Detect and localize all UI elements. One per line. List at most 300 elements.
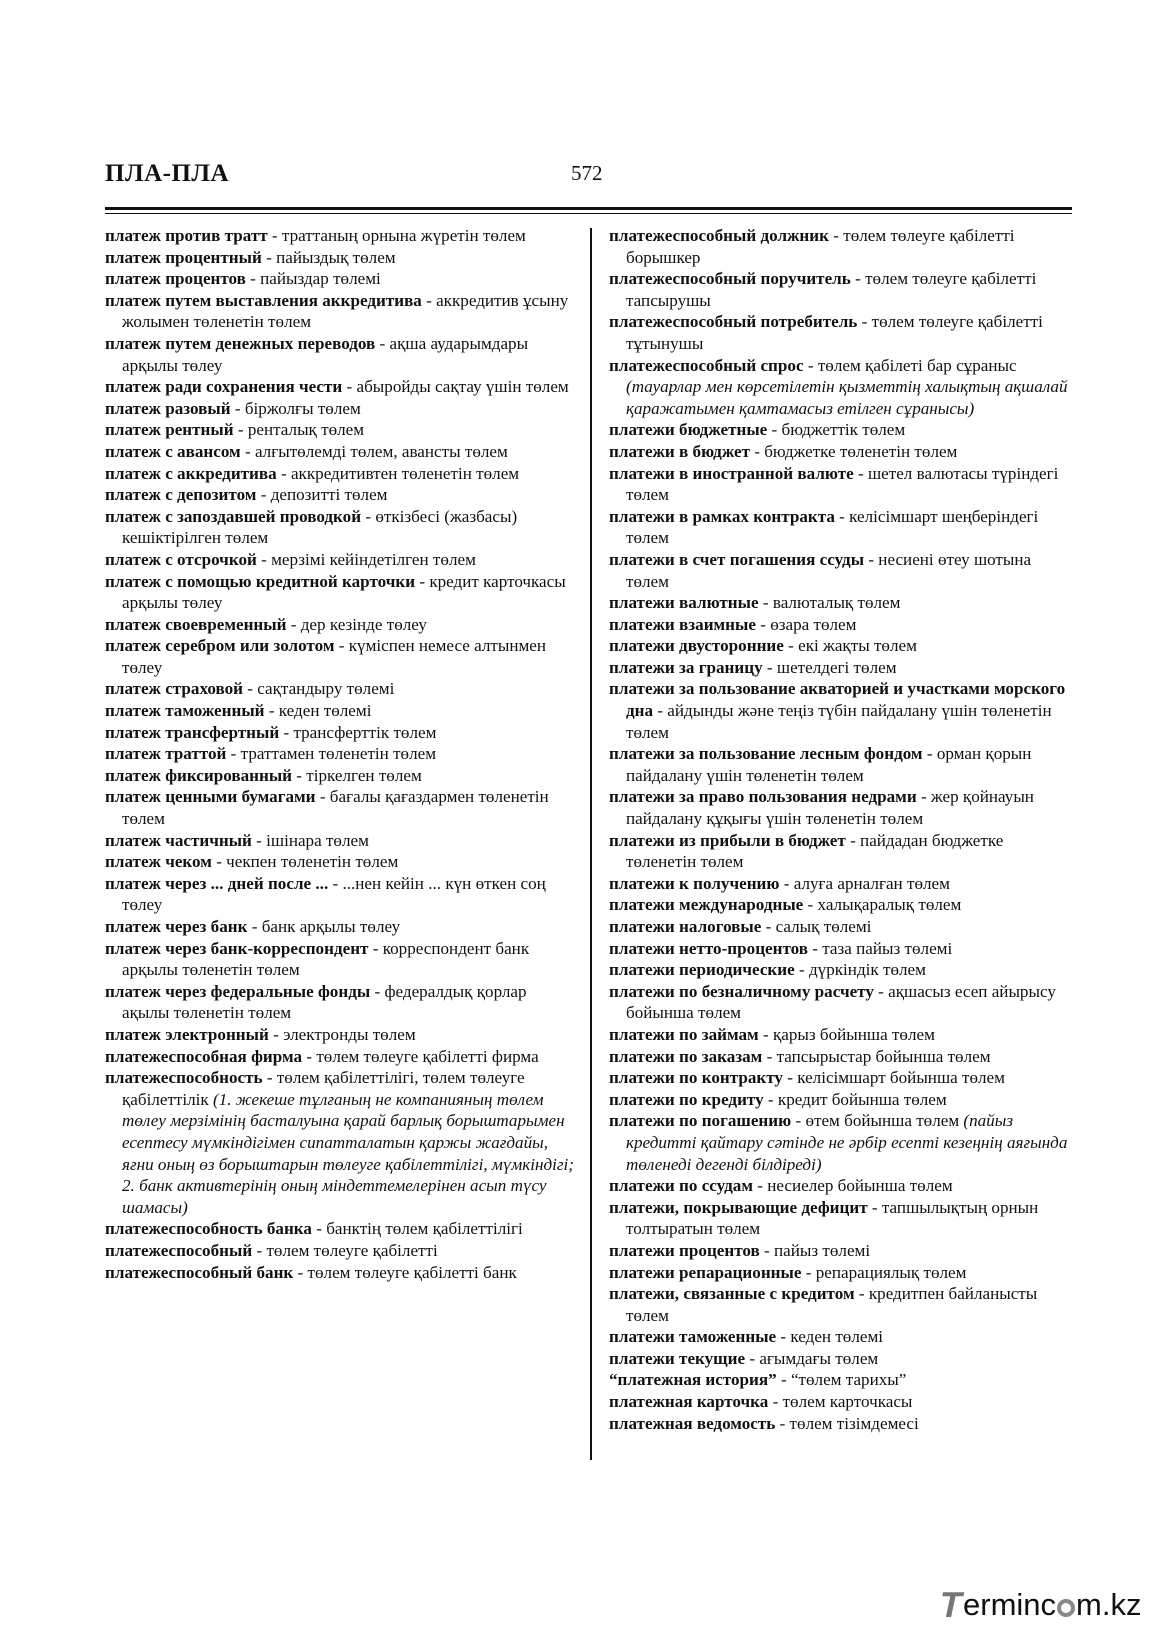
entry-definition: төлем төлеуге қабілетті борышкер (626, 226, 1015, 267)
entry-term: платеж процентный (105, 247, 262, 267)
dictionary-entry (609, 268, 1077, 311)
entry-definition: таза пайыз төлемі (822, 938, 953, 958)
entry-definition: тапшылықтың орнын толтыратын төлем (626, 1197, 1039, 1239)
entry-term: платежеспособный должник (609, 226, 829, 245)
entry-term: платеж процентов (105, 269, 246, 289)
entry-definition: траттаның орнына жүретін төлем (281, 226, 526, 245)
dictionary-entry (609, 1046, 1077, 1068)
entry-separator: - (801, 1262, 816, 1282)
entry-term: платеж таможенный (105, 701, 265, 721)
entry-definition: ренталық төлем (247, 420, 365, 440)
entry-term: платежи валютные (609, 593, 759, 613)
dictionary-entry (609, 916, 1077, 938)
dictionary-entry (609, 506, 1077, 549)
entry-separator: - (749, 441, 765, 461)
entry-definition: пайыздық төлем (276, 247, 396, 267)
dictionary-entry (105, 398, 575, 420)
dictionary-entry (105, 938, 575, 981)
entry-separator: - (916, 787, 931, 807)
entry-separator: - (761, 917, 776, 936)
entry-definition: күміспен немесе алтынмен төлеу (122, 636, 547, 677)
dictionary-entry (609, 657, 1077, 679)
dictionary-entry (609, 1326, 1077, 1348)
entry-term: платеж с депозитом (105, 485, 257, 505)
dictionary-entry (609, 1391, 1077, 1413)
dictionary-entry (105, 1046, 575, 1068)
entry-term: платеж разовый (105, 398, 231, 418)
entry-separator: - (803, 355, 818, 375)
entry-separator: - (653, 701, 668, 721)
dictionary-entry (105, 1067, 575, 1218)
entry-term: платежеспособный потребитель (609, 312, 858, 332)
dictionary-entry (609, 1262, 1077, 1284)
dictionary-entry (105, 441, 575, 463)
dictionary-entry (609, 355, 1077, 420)
dictionary-entry (105, 268, 575, 290)
entry-term: платеж своевременный (105, 614, 287, 634)
header-rule-thick (105, 207, 1072, 210)
dictionary-entry (609, 1413, 1077, 1435)
dictionary-entry (105, 765, 575, 787)
dictionary-entry (609, 981, 1077, 1024)
entry-term: платежи таможенные (609, 1327, 777, 1347)
entry-term: платеж с помощью кредитной карточки (105, 571, 416, 591)
entry-separator: - (776, 1370, 791, 1390)
entry-separator: - (755, 614, 771, 634)
entry-separator: - (779, 873, 794, 893)
dictionary-entry (609, 1110, 1077, 1175)
entry-definition: пайыз төлемі (774, 1240, 871, 1260)
dictionary-entry (105, 290, 575, 333)
entry-separator: - (415, 571, 430, 591)
entry-separator: - (759, 1240, 775, 1260)
entry-separator: - (276, 463, 291, 483)
page-number: 572 (571, 161, 603, 185)
dictionary-entry (609, 678, 1077, 743)
entry-definition: салық төлемі (775, 917, 872, 936)
entry-term: платежи по безналичному расчету (609, 981, 874, 1001)
entry-term: платежи периодические (609, 960, 795, 980)
dictionary-entry (609, 463, 1077, 506)
entry-definition: ...нен кейін ... күн өткен соң төлеу (122, 873, 546, 915)
watermark-t-logo-icon: T (935, 1584, 967, 1625)
entry-definition: біржолғы төлем (244, 398, 361, 418)
entry-definition: төлем қабілеттілігі, төлем төлеуге қабілеттілік (122, 1068, 525, 1109)
dictionary-entry (105, 463, 575, 485)
dictionary-entry (609, 959, 1077, 981)
entry-term: платеж с отсрочкой (105, 549, 257, 569)
entry-definition: сақтандыру төлемі (257, 679, 395, 699)
entry-separator: - (261, 247, 277, 267)
entry-separator: - (768, 1392, 783, 1412)
entry-definition: жер қойнауын пайдалану құқығы үшін төленетін төлем (626, 787, 1034, 829)
entry-separator: - (767, 420, 782, 440)
dictionary-entry (609, 1240, 1077, 1262)
dictionary-entry (609, 549, 1077, 592)
entry-definition: төлем төлеуге қабілетті тапсырушы (626, 269, 1037, 310)
dictionary-entry (105, 333, 575, 376)
entry-separator: - (247, 917, 262, 936)
dictionary-entry (105, 830, 575, 852)
entry-term: платеж частичный (105, 830, 252, 850)
dictionary-entry (609, 1348, 1077, 1370)
entry-separator: - (361, 506, 376, 526)
dictionary-entry (105, 678, 575, 700)
entry-term: платежи двусторонние (609, 636, 784, 656)
entry-separator: - (775, 1413, 790, 1433)
entry-definition: кредит бойынша төлем (777, 1089, 947, 1109)
dictionary-entry (105, 916, 575, 938)
entry-separator: - (794, 960, 809, 980)
dictionary-entry (105, 1262, 575, 1284)
entry-definition: банк арқылы төлеу (261, 917, 401, 936)
dictionary-entry (609, 614, 1077, 636)
entry-separator: - (226, 744, 241, 764)
entry-separator: - (867, 1197, 882, 1217)
entry-definition: федералдық қорлар ақылы төленетін төлем (122, 981, 527, 1023)
entry-separator: - (240, 441, 255, 461)
entry-separator: - (803, 895, 818, 915)
entry-separator: - (828, 226, 844, 245)
dictionary-entry (609, 743, 1077, 786)
entry-term: платежная ведомость (609, 1413, 776, 1433)
dictionary-entry (105, 549, 575, 571)
dictionary-entry (609, 938, 1077, 960)
entry-separator: - (762, 657, 777, 677)
entry-term: платежеспособный поручитель (609, 269, 851, 289)
entry-term: платеж траттой (105, 744, 227, 764)
dictionary-entry (105, 786, 575, 829)
entry-definition: репарациялық төлем (815, 1262, 967, 1282)
entry-definition: төлем карточкасы (782, 1392, 913, 1412)
entry-term: платеж страховой (105, 679, 243, 699)
entry-term: платеж с запоздавшей проводкой (105, 506, 362, 526)
entry-term: платеж ценными бумагами (105, 787, 316, 807)
entry-definition: абыройды сақтау үшін төлем (356, 377, 569, 397)
entry-separator: - (328, 873, 343, 893)
entry-term: платеж ради сохранения чести (105, 377, 343, 397)
entry-separator: - (233, 420, 248, 440)
entry-term: платеж чеком (105, 852, 212, 872)
entry-definition: алғытөлемді төлем, авансты төлем (254, 441, 508, 461)
entry-term: платежи процентов (609, 1240, 760, 1260)
dictionary-entry (609, 311, 1077, 354)
entry-separator: - (864, 549, 879, 569)
dictionary-entry (609, 1197, 1077, 1240)
entry-definition: тапсырыстар бойынша төлем (776, 1046, 991, 1066)
entry-definition: бюджеттік төлем (781, 420, 906, 440)
entry-separator: - (791, 1111, 806, 1131)
entry-definition: екі жақты төлем (798, 636, 917, 656)
entry-definition: трансферттік төлем (293, 722, 437, 742)
dictionary-entry (105, 700, 575, 722)
dictionary-entry (105, 225, 575, 247)
entry-definition: төлем төлеуге қабілетті тұтынушы (626, 312, 1043, 353)
entry-separator: - (834, 506, 850, 526)
dictionary-entry (105, 1240, 575, 1262)
dictionary-entry (105, 506, 575, 549)
entry-term: платежи в рамках контракта (609, 506, 835, 526)
entry-definition: төлем төлеуге қабілетті (266, 1240, 438, 1260)
entry-separator: - (783, 636, 799, 656)
entry-separator: - (857, 312, 872, 332)
entry-definition: ағымдағы төлем (759, 1348, 879, 1368)
header-rule-thin (105, 213, 1072, 214)
entry-separator: - (256, 485, 271, 505)
entry-separator: - (262, 1068, 277, 1088)
entry-definition: тіркелген төлем (306, 765, 422, 785)
entry-definition: дер кезінде төлеу (300, 614, 427, 634)
entry-term: платеж с аккредитива (105, 463, 277, 483)
entry-term: платежи налоговые (609, 917, 762, 936)
entry-definition: төлем төлеуге қабілетті фирма (316, 1046, 539, 1066)
entry-separator: - (292, 765, 307, 785)
entry-definition: чекпен төленетін төлем (226, 852, 399, 872)
entry-definition: дүркіндік төлем (808, 960, 926, 980)
entry-term: платежи по кредиту (609, 1089, 764, 1109)
entry-definition: шетелдегі төлем (776, 657, 897, 677)
entry-separator: - (267, 226, 282, 245)
entry-separator: - (752, 1176, 768, 1196)
entry-definition: өзара төлем (770, 614, 857, 634)
entry-separator: - (850, 269, 866, 289)
entry-separator: - (286, 614, 301, 634)
entry-definition: алуға арналған төлем (793, 873, 950, 893)
entry-definition: кеден төлемі (278, 701, 372, 721)
dictionary-entry (609, 1067, 1077, 1089)
entry-term: платежи бюджетные (609, 420, 768, 440)
entry-separator: - (252, 1240, 267, 1260)
dictionary-entry (609, 830, 1077, 873)
entry-definition: банктің төлем қабілеттілігі (326, 1219, 523, 1239)
entry-definition: өтем бойынша төлем (805, 1111, 964, 1131)
entry-definition: ақша аударымдары арқылы төлеу (122, 333, 529, 375)
entry-separator: - (854, 1284, 869, 1304)
entry-definition: қарыз бойынша төлем (772, 1024, 935, 1044)
entry-definition: валюталық төлем (772, 593, 901, 613)
entry-separator: - (342, 377, 357, 397)
entry-term: платеж рентный (105, 420, 234, 440)
entry-separator: - (311, 1219, 327, 1239)
entry-separator: - (845, 830, 861, 850)
entry-separator: - (782, 1068, 798, 1088)
entry-definition: корреспондент банк арқылы төленетін төлем (122, 938, 530, 980)
entry-separator: - (873, 981, 889, 1001)
dictionary-entry (609, 225, 1077, 268)
entry-definition: мерзімі кейіндетілген төлем (271, 549, 476, 569)
entry-separator: - (245, 269, 261, 289)
site-watermark: T erminc m.kz (935, 1584, 1142, 1625)
entry-separator: - (375, 333, 390, 353)
entry-term: “платежная история” (609, 1370, 777, 1390)
entry-separator: - (762, 1046, 777, 1066)
entry-term: платежи по ссудам (609, 1176, 753, 1196)
entry-definition: аккредитив ұсыну жолымен төленетін төлем (122, 290, 569, 332)
entry-term: платеж против тратт (105, 226, 268, 245)
entry-definition: депозитті төлем (270, 485, 388, 505)
entry-term: платеж путем выставления аккредитива (105, 290, 422, 310)
dictionary-entry (105, 743, 575, 765)
dictionary-entry (609, 873, 1077, 895)
entry-definition: несиені өтеу шотына төлем (626, 549, 1032, 591)
entry-separator: - (264, 701, 279, 721)
entry-term: платежеспособный банк (105, 1262, 294, 1282)
entry-term: платеж через ... дней после ... (105, 873, 329, 893)
entry-definition: ақшасыз есеп айырысу бойынша төлем (626, 981, 1056, 1023)
entry-term: платежная карточка (609, 1392, 769, 1412)
entry-definition: траттамен төленетін төлем (240, 744, 437, 764)
dictionary-entry (105, 1218, 575, 1240)
entry-term: платежи по контракту (609, 1068, 783, 1088)
entry-definition: орман қорын пайдалану үшін төленетін төлем (626, 744, 1032, 785)
dictionary-entry (609, 419, 1077, 441)
dictionary-entry (105, 1024, 575, 1046)
entry-term: платежи в бюджет (609, 441, 750, 461)
entry-separator: - (808, 938, 823, 958)
entry-term: платежи в счет погашения ссуды (609, 549, 865, 569)
entry-term: платежеспособная фирма (105, 1046, 303, 1066)
entry-definition: төлем төлеуге қабілетті банк (307, 1262, 517, 1282)
entry-definition: “төлем тарихы” (790, 1370, 907, 1390)
entry-definition: өткізбесі (жазбасы) кешіктірілген төлем (122, 506, 518, 548)
entry-definition: келісімшарт шеңберіндегі төлем (626, 506, 1039, 548)
entry-note: (тауарлар мен көрсетілетін қызметтің халықтың ақшалай қаражатымен қамтамасыз етілген сұранысы) (626, 377, 1068, 418)
entry-term: платежи к получению (609, 873, 780, 893)
entry-separator: - (279, 722, 294, 742)
entry-term: платеж через банк-корреспондент (105, 938, 369, 958)
page-title: ПЛА-ПЛА (105, 160, 230, 187)
entry-definition: несиелер бойынша төлем (767, 1176, 953, 1196)
entry-definition: аккредитивтен төленетін төлем (290, 463, 520, 483)
entry-term: платежи за право пользования недрами (609, 787, 917, 807)
entry-definition: кредитпен байланысты төлем (626, 1284, 1038, 1325)
entry-definition: кредит карточкасы арқылы төлеу (122, 571, 566, 613)
entry-definition: пайыздар төлемі (260, 269, 381, 289)
left-column (105, 225, 575, 1283)
entry-term: платежи, связанные с кредитом (609, 1284, 855, 1304)
dictionary-entry (609, 786, 1077, 829)
entry-term: платежеспособность (105, 1068, 263, 1088)
entry-term: платежи репарационные (609, 1262, 802, 1282)
entry-separator: - (315, 787, 330, 807)
dictionary-entry (609, 1089, 1077, 1111)
entry-definition: кеден төлемі (790, 1327, 884, 1347)
entry-separator: - (922, 744, 937, 764)
entry-term: платеж путем денежных переводов (105, 333, 376, 353)
entry-term: платежи взаимные (609, 614, 756, 634)
entry-term: платежи за границу (609, 657, 763, 677)
entry-term: платежи в иностранной валюте (609, 463, 854, 483)
entry-separator: - (230, 398, 245, 418)
entry-term: платежи по займам (609, 1024, 759, 1044)
entry-term: платежи по погашению (609, 1111, 792, 1131)
entry-term: платежи текущие (609, 1348, 746, 1368)
entry-term: платежеспособность банка (105, 1219, 312, 1239)
dictionary-entry (609, 894, 1077, 916)
dictionary-entry (105, 484, 575, 506)
dictionary-entry (105, 614, 575, 636)
entry-separator: - (334, 636, 349, 656)
entry-definition: төлем тізімдемесі (789, 1413, 919, 1433)
entry-definition: халықаралық төлем (817, 895, 962, 915)
entry-separator: - (745, 1348, 760, 1368)
entry-separator: - (302, 1046, 317, 1066)
dictionary-entry (609, 1283, 1077, 1326)
entry-term: платежеспособный (105, 1240, 253, 1260)
entry-term: платежи нетто-процентов (609, 938, 808, 958)
entry-term: платеж трансфертный (105, 722, 280, 742)
entry-separator: - (763, 1089, 778, 1109)
entry-term: платежи по заказам (609, 1046, 763, 1066)
entry-definition: төлем қабілеті бар сұраныс (817, 355, 1017, 375)
entry-note: (пайыз кредитті қайтару сәтінде не әрбір есепті кезеңнің аяғында төленеді дегенді білдіреді) (626, 1111, 1068, 1174)
entry-separator: - (293, 1262, 308, 1282)
dictionary-entry (609, 1024, 1077, 1046)
entry-separator: - (268, 1024, 284, 1044)
watermark-o-logo-icon (1057, 1599, 1075, 1617)
entry-definition: ішінара төлем (266, 830, 369, 850)
dictionary-entry (105, 376, 575, 398)
dictionary-entry (609, 1175, 1077, 1197)
entry-term: платеж через банк (105, 917, 248, 936)
dictionary-entry (105, 571, 575, 614)
entry-term: платежеспособный спрос (609, 355, 804, 375)
dictionary-entry (105, 635, 575, 678)
entry-definition: электронды төлем (283, 1024, 416, 1044)
entry-term: платеж с авансом (105, 441, 241, 461)
entry-term: платежи за пользование акваторией и участками морского дна (609, 679, 1066, 721)
dictionary-entry (105, 247, 575, 269)
entry-term: платеж электронный (105, 1024, 269, 1044)
dictionary-entry (105, 981, 575, 1024)
entry-separator: - (211, 852, 227, 872)
dictionary-entry (105, 722, 575, 744)
dictionary-entry (609, 441, 1077, 463)
entry-term: платеж серебром или золотом (105, 636, 335, 656)
entry-term: платежи из прибыли в бюджет (609, 830, 846, 850)
entry-term: платежи, покрывающие дефицит (609, 1197, 868, 1217)
dictionary-entry (105, 873, 575, 916)
dictionary-entry (609, 1369, 1077, 1391)
entry-separator: - (242, 679, 258, 699)
entry-term: платеж через федеральные фонды (105, 981, 371, 1001)
entry-term: платеж фиксированный (105, 765, 293, 785)
column-divider (590, 228, 592, 1460)
entry-definition: келісімшарт бойынша төлем (797, 1068, 1005, 1088)
entry-separator: - (370, 981, 385, 1001)
entry-definition: айдынды және теңіз түбін пайдалану үшін төленетін төлем (626, 701, 1052, 742)
dictionary-entry (105, 851, 575, 873)
entry-term: платежи международные (609, 895, 804, 915)
entry-separator: - (368, 938, 383, 958)
entry-definition: пайдадан бюджетке төленетін төлем (626, 830, 1004, 872)
entry-separator: - (251, 830, 267, 850)
entry-definition: бағалы қағаздармен төленетін төлем (122, 787, 549, 829)
dictionary-entry (609, 635, 1077, 657)
entry-definition: шетел валютасы түріндегі төлем (626, 463, 1059, 505)
dictionary-entry (105, 419, 575, 441)
entry-separator: - (758, 593, 773, 613)
entry-note: (1. жекеше тұлғаның не компанияның төлем төлеу мерзімінің басталуына қарай барлық борыштарымен есептесу мүмкіндігімен сипатталатын қаржы жағдайы, яғни оның өз борыштарын төлеуге қабілеттілігі, мүмкіндігі; 2. банк активтерінің оның міндеттемелерінен асып түсу шамасы) (122, 1089, 574, 1217)
entry-separator: - (421, 290, 437, 310)
entry-separator: - (776, 1327, 791, 1347)
entry-term: платежи за пользование лесным фондом (609, 744, 923, 764)
entry-separator: - (758, 1024, 773, 1044)
entry-separator: - (853, 463, 868, 483)
right-column (609, 225, 1077, 1434)
entry-definition: бюджетке төленетін төлем (764, 441, 958, 461)
dictionary-entry (609, 592, 1077, 614)
